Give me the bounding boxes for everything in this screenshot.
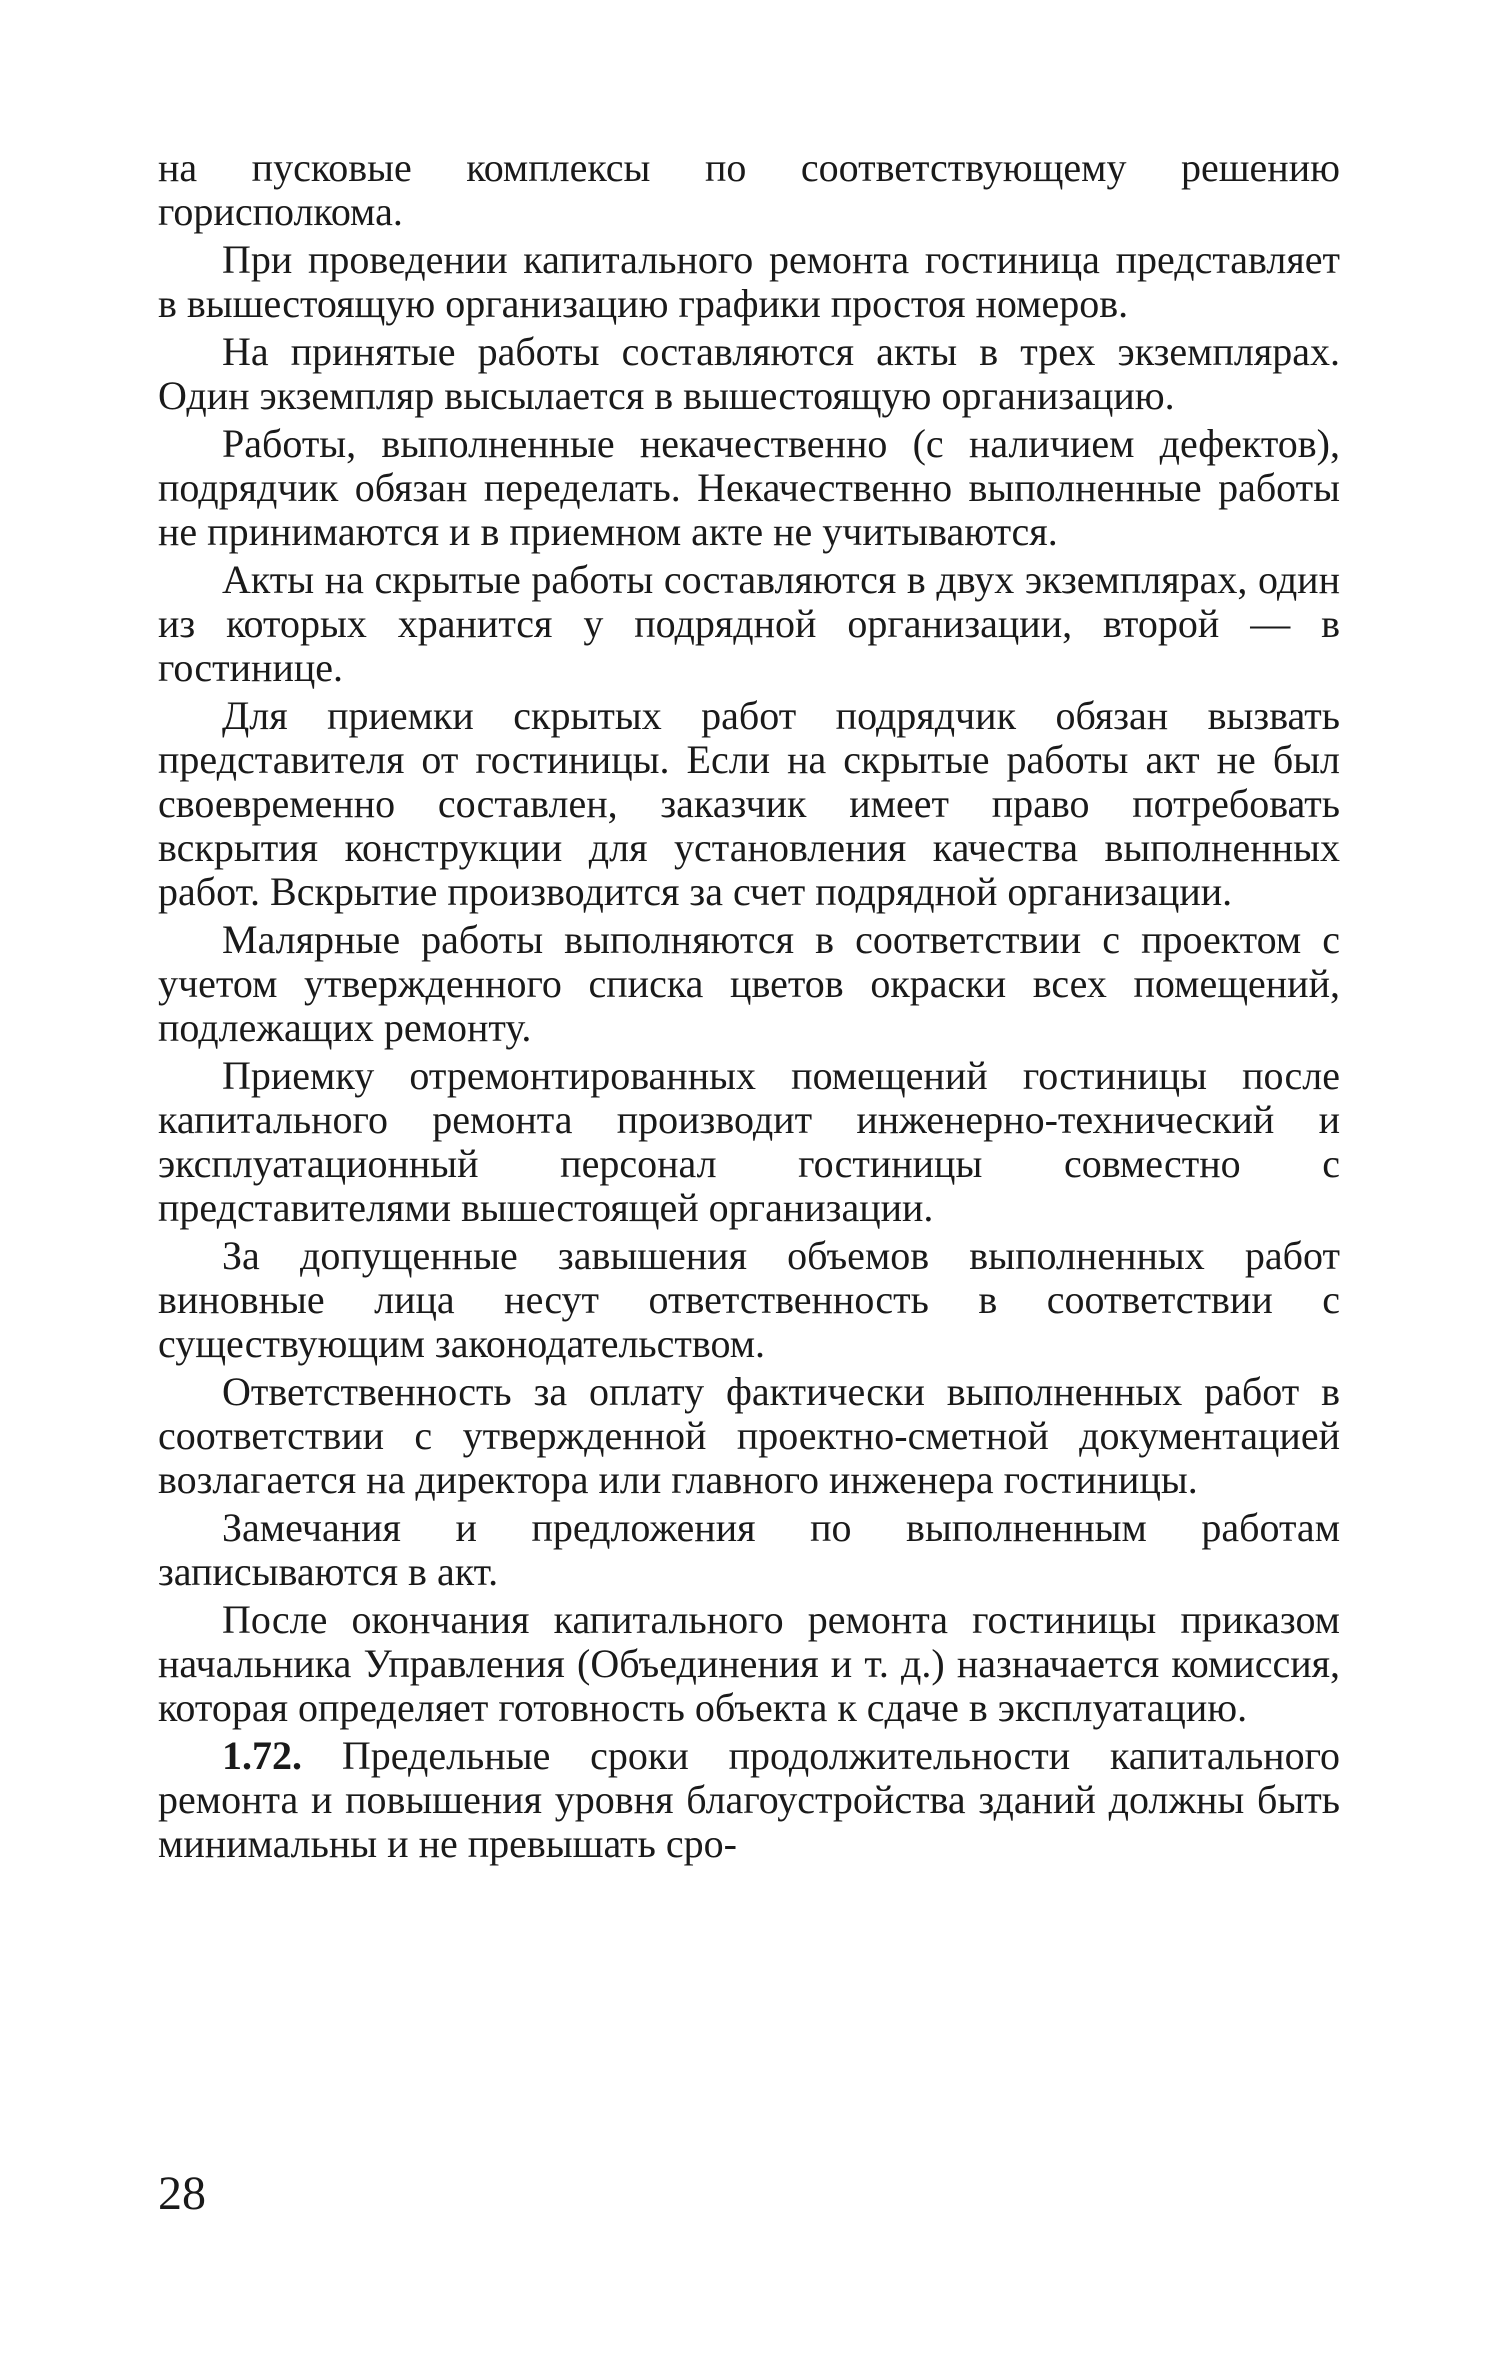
section-text: Предельные сроки продолжительности капитального ремонта и повышения уровня благоустройства зданий должны быть минимальны и не превышать сро- — [158, 1733, 1340, 1866]
page-number: 28 — [158, 2167, 206, 2220]
paragraph: Работы, выполненные некачественно (с наличием дефектов), подрядчик обязан переделать. Некачественно выполненные работы не принимаются и в приемном акте не учитываются. — [158, 421, 1340, 554]
paragraph: При проведении капитального ремонта гостиница представляет в вышестоящую организацию графики простоя номеров. — [158, 237, 1340, 326]
paragraph: Замечания и предложения по выполненным работам записываются в акт. — [158, 1505, 1340, 1594]
paragraph: Ответственность за оплату фактически выполненных работ в соответствии с утвержденной проектно-сметной документацией возлагается на директора или главного инженера гостиницы. — [158, 1369, 1340, 1502]
paragraph: На принятые работы составляются акты в трех экземплярах. Один экземпляр высылается в вышестоящую организацию. — [158, 329, 1340, 418]
paragraph: Для приемки скрытых работ подрядчик обязан вызвать представителя от гостиницы. Если на скрытые работы акт не был своевременно составлен, заказчик имеет право потребовать вскрытия конструкции для установления качества выполненных работ. Вскрытие производится за счет подрядной организации. — [158, 693, 1340, 914]
paragraph: За допущенные завышения объемов выполненных работ виновные лица несут ответственность в соответствии с существующим законодательством. — [158, 1233, 1340, 1366]
paragraph: Акты на скрытые работы составляются в двух экземплярах, один из которых хранится у подрядной организации, второй — в гостинице. — [158, 557, 1340, 690]
paragraph: Приемку отремонтированных помещений гостиницы после капитального ремонта производит инженерно-технический и эксплуатационный персонал гостиницы совместно с представителями вышестоящей организации. — [158, 1053, 1340, 1230]
paragraph: Малярные работы выполняются в соответствии с проектом с учетом утвержденного списка цветов окраски всех помещений, подлежащих ремонту. — [158, 917, 1340, 1050]
paragraph: на пусковые комплексы по соответствующему решению горисполкома. — [158, 145, 1340, 234]
page-body — [158, 146, 1340, 1870]
paragraph: После окончания капитального ремонта гостиницы приказом начальника Управления (Объединения и т. д.) назначается комиссия, которая определяет готовность объекта к сдаче в эксплуатацию. — [158, 1597, 1340, 1730]
section-number: 1.72. — [222, 1733, 302, 1778]
section-paragraph — [158, 1734, 1340, 1866]
